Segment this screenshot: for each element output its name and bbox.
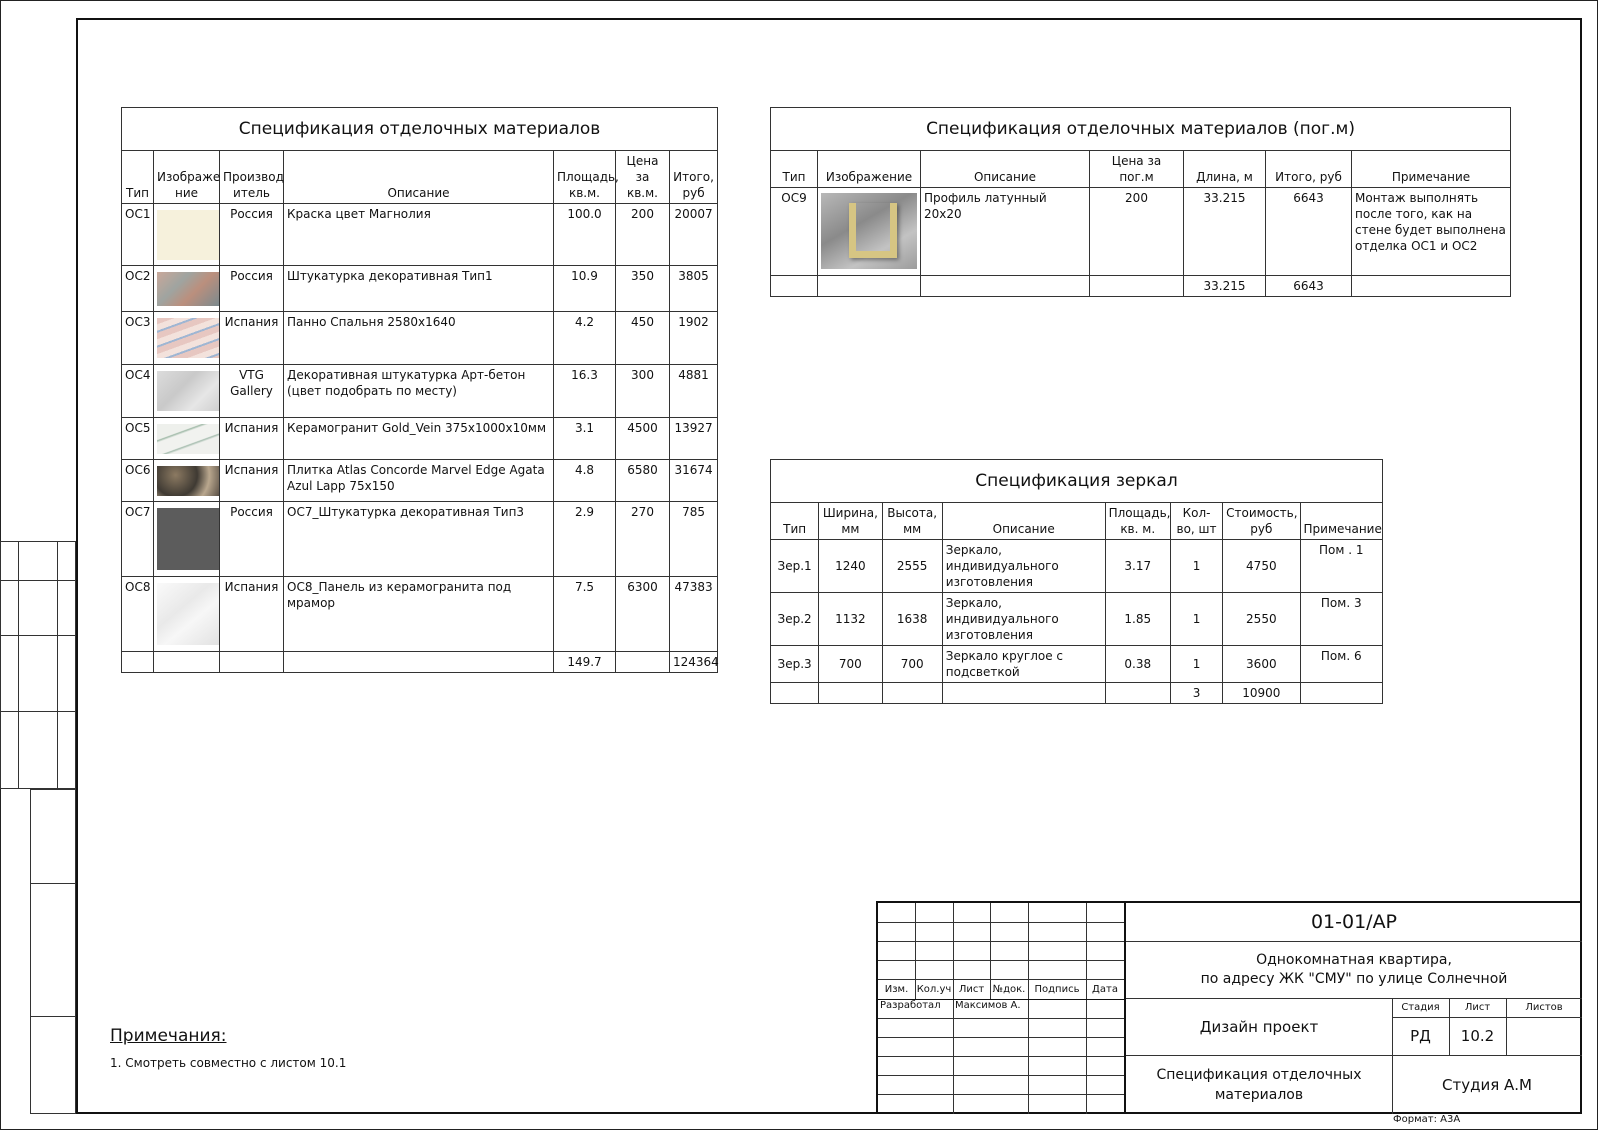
header-cell: Изображение	[818, 151, 921, 188]
linear-table-header	[771, 151, 1511, 188]
finish-table-title: Спецификация отделочных материалов	[122, 108, 718, 151]
area-cell: 2.9	[554, 502, 616, 577]
maker-cell: Испания	[220, 577, 284, 652]
type-cell: Зер.3	[771, 646, 819, 683]
header-cell: Итого, руб	[1266, 151, 1352, 188]
header-cell: Тип	[771, 151, 818, 188]
area-cell: 7.5	[554, 577, 616, 652]
type-cell: ОС3	[122, 312, 154, 365]
object-line-1: Однокомнатная квартира,	[1256, 951, 1452, 968]
type-cell: ОС5	[122, 418, 154, 460]
stage-name: Дизайн проект	[1199, 1017, 1319, 1036]
sheet-value: 10.2	[1460, 1027, 1495, 1045]
project-object	[1126, 941, 1582, 998]
type-cell: ОС2	[122, 266, 154, 312]
organization: Студия А.М	[1442, 1075, 1532, 1094]
header-cell: Тип	[122, 151, 154, 204]
area-cell: 16.3	[554, 365, 616, 418]
finish-materials-table	[121, 107, 718, 673]
type-cell: ОС8	[122, 577, 154, 652]
linear-materials-table	[770, 107, 1511, 297]
grand-total: 6643	[1266, 276, 1352, 297]
price-cell: 270	[616, 502, 670, 577]
description-cell: Краска цвет Магнолия	[284, 204, 554, 266]
object-line-2: по адресу ЖК "СМУ" по улице Солнечной	[1200, 970, 1508, 987]
header-cell: Стоимость, руб	[1223, 503, 1300, 540]
description-cell: Штукатурка декоративная Тип1	[284, 266, 554, 312]
header-cell: Площадь, кв.м.	[554, 151, 616, 204]
total-cell: 31674	[670, 460, 718, 502]
col-label: Подпись	[1034, 984, 1080, 995]
description-cell: Зеркало круглое с подсветкой	[942, 646, 1105, 683]
col-label: Лист	[958, 984, 985, 995]
header-cell: Высота, мм	[882, 503, 942, 540]
area-cell: 10.9	[554, 266, 616, 312]
total-cell: 6643	[1266, 188, 1352, 276]
table-row	[771, 646, 1383, 683]
area-cell: 100.0	[554, 204, 616, 266]
linear-table-title: Спецификация отделочных материалов (пог.м)	[771, 108, 1511, 151]
description-cell: ОС8_Панель из керамогранита под мрамор	[284, 577, 554, 652]
swatch-image	[157, 583, 219, 645]
swatch-image	[157, 318, 219, 358]
height-cell: 1638	[882, 593, 942, 646]
table-row	[122, 502, 718, 577]
note-cell: Монтаж выполнять после того, как на стене будет выполнена отделка ОС1 и ОС2	[1352, 188, 1511, 276]
total-length: 33.215	[1184, 276, 1266, 297]
maker-cell: Испания	[220, 418, 284, 460]
description-cell: Зеркало, индивидуального изготовления	[942, 593, 1105, 646]
price-cell: 6300	[616, 577, 670, 652]
table-row	[771, 540, 1383, 593]
qty-cell: 1	[1170, 646, 1222, 683]
header-cell: Описание	[284, 151, 554, 204]
description-cell: ОС7_Штукатурка декоративная Тип3	[284, 502, 554, 577]
note-cell: Пом. 3	[1300, 593, 1383, 646]
height-cell: 2555	[882, 540, 942, 593]
maker-cell: VTG Gallery	[220, 365, 284, 418]
stage-label: Стадия	[1401, 1002, 1440, 1013]
total-cell: 20007	[670, 204, 718, 266]
header-cell: Примечание	[1352, 151, 1511, 188]
swatch-image	[157, 371, 219, 411]
maker-cell: Россия	[220, 266, 284, 312]
header-cell: Описание	[921, 151, 1090, 188]
note-cell: Пом . 1	[1300, 540, 1383, 593]
finish-table-header	[122, 151, 718, 204]
total-area: 149.7	[554, 652, 616, 673]
developer-name: Максимов А.	[955, 1000, 1021, 1011]
grand-total: 124364	[670, 652, 718, 673]
stage-value: РД	[1410, 1027, 1431, 1045]
width-cell: 700	[819, 646, 882, 683]
price-cell: 350	[616, 266, 670, 312]
area-cell: 1.85	[1105, 593, 1170, 646]
sheet-name	[1126, 1055, 1392, 1114]
col-label: Кол.уч	[916, 984, 952, 995]
header-cell: Длина, м	[1184, 151, 1266, 188]
table-row	[771, 188, 1511, 276]
area-cell: 3.17	[1105, 540, 1170, 593]
table-row	[122, 577, 718, 652]
note-item: 1. Смотреть совместно с листом 10.1	[110, 1056, 347, 1070]
total-cell: 1902	[670, 312, 718, 365]
description-cell: Плитка Atlas Concorde Marvel Edge Agata Azul Lapp 75х150	[284, 460, 554, 502]
header-cell: Кол-во, шт	[1170, 503, 1222, 540]
table-row	[122, 460, 718, 502]
table-row	[122, 418, 718, 460]
header-cell: Итого, руб	[670, 151, 718, 204]
swatch-image	[157, 210, 219, 260]
notes-title: Примечания:	[110, 1026, 227, 1046]
total-cell: 785	[670, 502, 718, 577]
area-cell: 4.8	[554, 460, 616, 502]
swatch-image	[157, 272, 219, 306]
totals-row	[122, 652, 718, 673]
format-label: Формат: А3А	[1393, 1114, 1461, 1125]
header-cell: Тип	[771, 503, 819, 540]
header-cell: Цена за кв.м.	[616, 151, 670, 204]
maker-cell: Россия	[220, 502, 284, 577]
table-row	[122, 365, 718, 418]
cost-cell: 2550	[1223, 593, 1300, 646]
totals-row	[771, 276, 1511, 297]
sheets-label: Листов	[1525, 1002, 1563, 1013]
total-cell: 47383	[670, 577, 718, 652]
header-cell: Производ итель	[220, 151, 284, 204]
mirror-table	[770, 459, 1383, 704]
type-cell: Зер.1	[771, 540, 819, 593]
type-cell: ОС1	[122, 204, 154, 266]
qty-cell: 1	[1170, 593, 1222, 646]
header-cell: Ширина, мм	[819, 503, 882, 540]
swatch-image	[157, 508, 219, 570]
total-cell: 4881	[670, 365, 718, 418]
total-cell: 13927	[670, 418, 718, 460]
mirror-table-header	[771, 503, 1383, 540]
area-cell: 3.1	[554, 418, 616, 460]
maker-cell: Испания	[220, 460, 284, 502]
header-cell: Примечание	[1300, 503, 1383, 540]
swatch-image	[157, 424, 219, 454]
cost-cell: 3600	[1223, 646, 1300, 683]
sheet-name-line-1: Спецификация отделочных	[1156, 1066, 1362, 1083]
description-cell: Панно Спальня 2580х1640	[284, 312, 554, 365]
qty-cell: 1	[1170, 540, 1222, 593]
header-cell: Площадь, кв. м.	[1105, 503, 1170, 540]
width-cell: 1132	[819, 593, 882, 646]
price-cell: 4500	[616, 418, 670, 460]
price-cell: 6580	[616, 460, 670, 502]
totals-row	[771, 683, 1383, 704]
header-cell: Цена за пог.м	[1090, 151, 1184, 188]
swatch-image	[157, 466, 219, 496]
note-cell: Пом. 6	[1300, 646, 1383, 683]
area-cell: 4.2	[554, 312, 616, 365]
total-qty: 3	[1170, 683, 1222, 704]
title-block	[876, 901, 1582, 1114]
type-cell: Зер.2	[771, 593, 819, 646]
area-cell: 0.38	[1105, 646, 1170, 683]
type-cell: ОС6	[122, 460, 154, 502]
price-cell: 450	[616, 312, 670, 365]
project-code: 01-01/АР	[1310, 911, 1398, 933]
length-cell: 33.215	[1184, 188, 1266, 276]
brass-profile-image	[821, 193, 917, 269]
col-label: Изм.	[884, 984, 909, 995]
type-cell: ОС4	[122, 365, 154, 418]
width-cell: 1240	[819, 540, 882, 593]
table-row	[122, 312, 718, 365]
sheet-name-line-2: материалов	[1214, 1086, 1304, 1103]
sheet-label: Лист	[1464, 1002, 1491, 1013]
price-cell: 200	[1090, 188, 1184, 276]
table-row	[122, 204, 718, 266]
mirror-table-title: Спецификация зеркал	[771, 460, 1383, 503]
price-cell: 300	[616, 365, 670, 418]
description-cell: Зеркало, индивидуального изготовления	[942, 540, 1105, 593]
type-cell: ОС9	[771, 188, 818, 276]
col-label: Дата	[1092, 984, 1118, 995]
maker-cell: Россия	[220, 204, 284, 266]
cost-cell: 4750	[1223, 540, 1300, 593]
total-cell: 3805	[670, 266, 718, 312]
developed-label: Разработал	[880, 1000, 941, 1011]
header-cell: Изображе ние	[154, 151, 220, 204]
description-cell: Декоративная штукатурка Арт-бетон (цвет подобрать по месту)	[284, 365, 554, 418]
col-label: №док.	[992, 984, 1026, 995]
description-cell: Профиль латунный 20х20	[921, 188, 1090, 276]
maker-cell: Испания	[220, 312, 284, 365]
height-cell: 700	[882, 646, 942, 683]
header-cell: Описание	[942, 503, 1105, 540]
table-row	[122, 266, 718, 312]
table-row	[771, 593, 1383, 646]
description-cell: Керамогранит Gold_Vein 375х1000х10мм	[284, 418, 554, 460]
type-cell: ОС7	[122, 502, 154, 577]
total-cost: 10900	[1223, 683, 1300, 704]
price-cell: 200	[616, 204, 670, 266]
